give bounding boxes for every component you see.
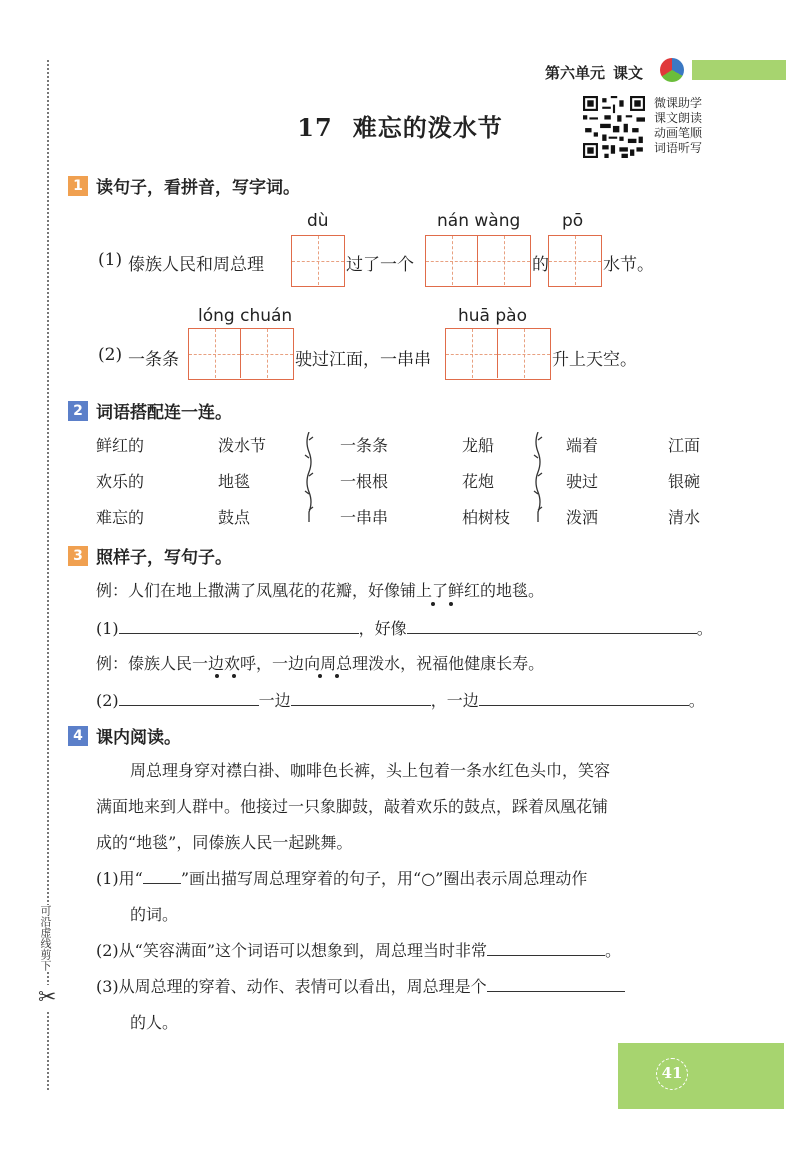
qr-label: 课文朗读: [654, 111, 703, 125]
sentence-number: (1): [98, 250, 123, 270]
section-badge: 4: [68, 726, 88, 746]
emphasis-word: 好像: [368, 581, 401, 600]
sentence-text: 过了一个: [346, 255, 414, 275]
underline-sample: [143, 866, 181, 884]
qr-labels: [654, 96, 702, 156]
pinyin: nán wàng: [437, 211, 521, 231]
match-word[interactable]: 泼洒: [566, 508, 599, 527]
match-word[interactable]: 一串串: [340, 508, 389, 527]
writing-box[interactable]: [188, 328, 294, 380]
color-wheel-icon: [660, 58, 684, 82]
question-2: (2)从“笑容满面”这个词语可以想象到，周总理当时非常 。: [96, 933, 621, 969]
match-word[interactable]: 泼水节: [218, 436, 267, 455]
sentence-number: (2): [98, 345, 123, 365]
match-word[interactable]: 一条条: [340, 436, 389, 455]
cut-hint: 可沿虚线剪下: [36, 905, 52, 971]
match-word[interactable]: 驶过: [566, 472, 599, 491]
question-3: (3)从周总理的穿着、动作、表情可以看出，周总理是个: [96, 969, 625, 1005]
emphasis-dot: [335, 674, 339, 678]
page-footer-block: [618, 1043, 784, 1109]
answer-blank[interactable]: [119, 688, 259, 706]
writing-box[interactable]: [291, 235, 345, 287]
section-badge: 1: [68, 176, 88, 196]
sentence-text: 升上天空。: [552, 350, 637, 370]
match-word[interactable]: 江面: [668, 436, 701, 455]
answer-blank[interactable]: [487, 974, 625, 992]
sentence-text: 一条条: [128, 350, 179, 370]
emphasis-dot: [318, 674, 322, 678]
vine-divider: [303, 432, 315, 522]
question-1-cont: 的词。: [130, 905, 179, 924]
sentence-text: 的: [532, 255, 549, 275]
example-sentence: 例：人们在地上撒满了凤凰花的花瓣，好像铺上了鲜红的地毯。: [96, 581, 545, 600]
emphasis-dot: [449, 602, 453, 606]
pinyin: huā pào: [458, 306, 527, 326]
section-4-heading: 4 课内阅读。: [68, 723, 181, 748]
unit-type: 课文: [613, 64, 644, 82]
unit-label: [545, 62, 651, 83]
match-word[interactable]: 鼓点: [218, 508, 251, 527]
vine-divider: [532, 432, 544, 522]
match-word[interactable]: 端着: [566, 436, 599, 455]
scissors-icon: ✂: [38, 985, 57, 1010]
reading-passage: [96, 753, 746, 861]
sentence-text: 傣族人民和周总理: [128, 255, 264, 275]
section-badge: 2: [68, 401, 88, 421]
section-2-heading: 2 词语搭配连一连。: [68, 398, 232, 423]
answer-blank[interactable]: [487, 938, 605, 956]
emphasis-dot: [215, 674, 219, 678]
match-word[interactable]: 龙船: [462, 436, 495, 455]
pinyin: pō: [562, 211, 584, 231]
writing-box[interactable]: [425, 235, 531, 287]
lesson-name: 难忘的泼水节: [352, 113, 503, 142]
unit-name: 第六单元: [545, 64, 606, 82]
match-word[interactable]: 欢乐的: [96, 472, 145, 491]
answer-blank[interactable]: [407, 616, 697, 634]
exercise-line: (2) 一边 ，一边 。: [96, 688, 705, 711]
qr-code-icon[interactable]: [583, 96, 645, 158]
answer-blank[interactable]: [291, 688, 431, 706]
header-bar: [692, 60, 786, 80]
page-number: 41: [656, 1058, 688, 1090]
question-1: (1)用“ ”画出描写周总理穿着的句子，用“○”圈出表示周总理动作: [96, 861, 587, 897]
emphasis-dot: [431, 602, 435, 606]
section-3-heading: 3 照样子，写句子。: [68, 543, 232, 568]
passage-line: 满面地来到人群中。他接过一只象脚鼓，敲着欢乐的鼓点，踩着凤凰花铺: [96, 797, 609, 816]
match-word[interactable]: 清水: [668, 508, 701, 527]
writing-box[interactable]: [548, 235, 602, 287]
match-word[interactable]: 一根根: [340, 472, 389, 491]
emphasis-word: 一边: [192, 654, 225, 673]
passage-line: 周总理身穿对襟白褂、咖啡色长裤，头上包着一条水红色头巾，笑容: [130, 761, 611, 780]
match-word[interactable]: 地毯: [218, 472, 251, 491]
match-word[interactable]: 银碗: [668, 472, 701, 491]
question-3-cont: 的人。: [130, 1013, 179, 1032]
section-badge: 3: [68, 546, 88, 566]
emphasis-dot: [232, 674, 236, 678]
emphasis-word: 一边: [272, 654, 305, 673]
qr-label: 微课助学: [654, 96, 703, 110]
exercise-line: (1) ，好像 。: [96, 616, 713, 639]
answer-blank[interactable]: [119, 616, 359, 634]
sentence-text: 驶过江面，一串串: [295, 350, 431, 370]
pinyin: dù: [307, 211, 329, 231]
section-1-heading: 1 读句子，看拼音，写字词。: [68, 173, 300, 198]
match-word[interactable]: 难忘的: [96, 508, 145, 527]
sentence-text: 水节。: [603, 255, 654, 275]
match-word[interactable]: 花炮: [462, 472, 495, 491]
answer-blank[interactable]: [479, 688, 689, 706]
pinyin: lóng chuán: [198, 306, 293, 326]
example-sentence: 例：傣族人民一边欢呼，一边向周总理泼水，祝福他健康长寿。: [96, 654, 545, 673]
lesson-number: 17: [297, 113, 333, 142]
writing-box[interactable]: [445, 328, 551, 380]
passage-line: 成的“地毯”，同傣族人民一起跳舞。: [96, 833, 353, 852]
match-word[interactable]: 鲜红的: [96, 436, 145, 455]
qr-label: 词语听写: [654, 141, 703, 155]
qr-label: 动画笔顺: [654, 126, 703, 140]
match-word[interactable]: 柏树枝: [462, 508, 511, 527]
